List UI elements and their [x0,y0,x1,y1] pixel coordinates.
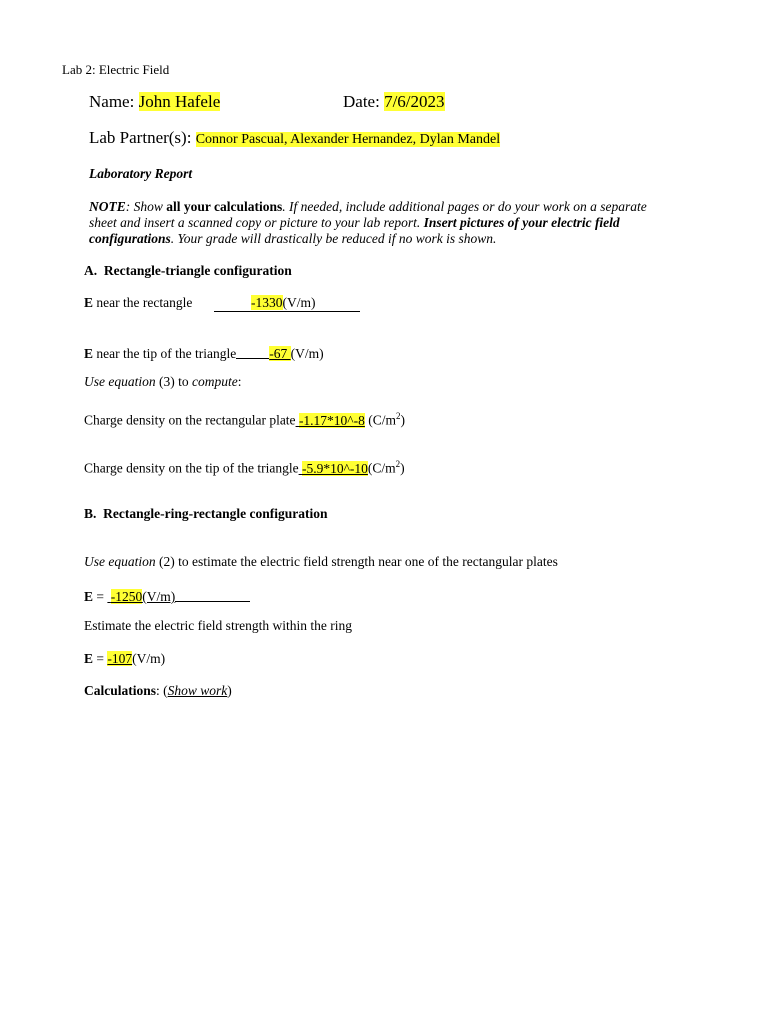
e-rectangle-label: near the rectangle [93,295,193,310]
name-value: John Hafele [138,92,221,111]
compute-text: compute [192,374,238,389]
unit-exponent: 2 [396,411,401,421]
report-title [89,166,192,182]
note-label: NOTE [89,199,126,214]
use-equation-3-line [84,374,242,390]
partners-label: Lab Partner(s): [89,128,196,147]
name-line [89,92,220,112]
section-b-title-text: B. Rectangle-ring-rectangle configuration [84,506,328,521]
partners-value: Connor Pascual, Alexander Hernandez, Dylan Mandel [195,132,501,147]
answer-underline [175,587,250,602]
charge-density-tip-line [84,456,405,477]
charge-density-tip-label: Charge density on the tip of the triangle [84,460,299,476]
e-tip-unit: (V/m) [290,346,324,361]
colon: : [237,374,242,389]
note-text-3: . If needed, include additional pages or do your work on a separate [282,199,647,214]
header-text: Lab 2: Electric Field [62,62,170,77]
date-label: Date: [343,92,385,111]
charge-density-rect-label: Charge density on the rectangular plate [84,412,296,428]
calculations-colon: : ( [156,683,168,698]
section-a-title [84,263,292,279]
calculations-label: Calculations [84,683,157,698]
equation-number: (3) to [155,374,192,389]
e-ring-unit: (V/m) [132,651,166,666]
use-equation-text: Use equation [84,554,156,569]
note-text-7: . Your grade will drastically be reduced if no work is shown. [170,231,497,246]
e-symbol: E [84,295,94,310]
e-rectangle-value: -1330 [251,295,283,310]
use-equation-2-text: (2) to estimate the electric field strength near one of the rectangular plates [155,554,558,569]
partners-line [89,128,500,148]
e-tip-value: -67 [269,346,291,361]
e-plate-value: -1250 [110,589,143,604]
calculations-close: ) [227,683,232,698]
use-equation-2-line [84,554,558,570]
date-line [343,92,445,112]
section-b-title [84,506,327,522]
note-text-2: all your calculations [166,199,283,214]
e-plate-unit: (V/m) [142,589,176,604]
note-text-6: configurations [89,231,171,246]
e-ring-line [84,651,165,667]
e-symbol: E [84,651,94,666]
answer-underline [236,344,269,359]
show-work-text: Show work [167,683,228,698]
date-value: 7/6/2023 [384,92,445,111]
ring-estimate-text: Estimate the electric field strength within the ring [84,618,353,633]
unit-close: ) [400,412,406,428]
e-rectangle-unit: (V/m) [282,295,316,310]
charge-density-tip-value: -5.9*10^-10 [301,460,368,476]
charge-density-tip-unit: (C/m [367,460,396,476]
e-ring-value: -107 [107,651,133,666]
e-tip-label: near the tip of the triangle [93,346,237,361]
e-symbol: E [84,346,94,361]
note-text-1: : Show [125,199,167,214]
charge-density-rect-line [84,408,405,429]
e-rectangle-answer [214,295,316,311]
charge-density-rect-unit: (C/m [368,412,397,428]
e-tip-line [84,344,324,362]
e-rectangle-line [84,295,192,311]
unit-close: ) [400,460,405,476]
report-title-text: Laboratory Report [89,166,193,181]
equals: = [93,651,108,666]
section-a-title-text: A. Rectangle-triangle configuration [84,263,292,278]
note-text-4: sheet and insert a scanned copy or picture to your lab report. [89,215,424,230]
use-equation-text: Use equation [84,374,156,389]
e-symbol: E [84,589,94,604]
calculations-line [84,683,232,699]
equals: = [93,589,108,604]
note-paragraph [89,199,729,247]
charge-density-rect-value: -1.17*10^-8 [298,412,365,428]
note-text-5: Insert pictures of your electric field [423,215,620,230]
document-header [62,62,169,78]
e-plate-line [84,587,250,605]
name-label: Name: [89,92,139,111]
ring-estimate-line [84,618,352,634]
unit-exponent: 2 [395,459,401,469]
